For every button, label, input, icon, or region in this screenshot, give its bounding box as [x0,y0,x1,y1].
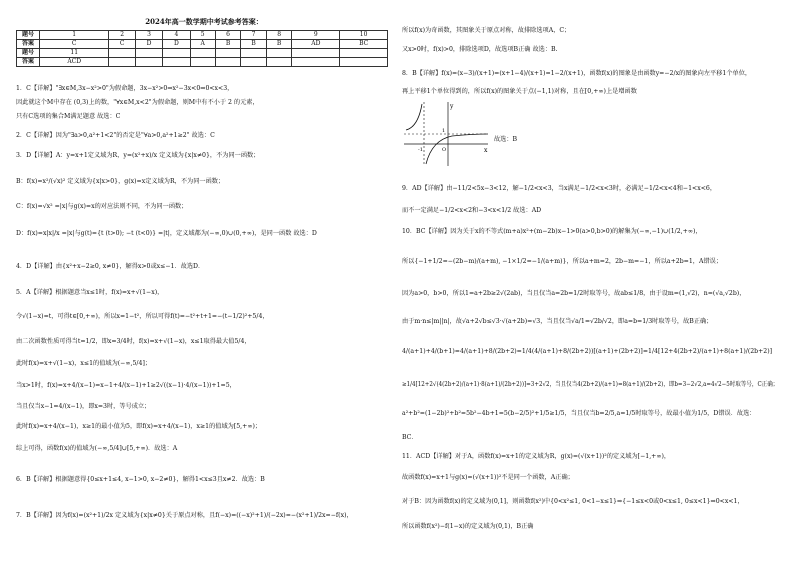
text-line: 2．C【详解】因为"∃a>0,a²+1<2"的否定是"∀a>0,a²+1≥2" 故选：C [16,132,215,139]
text-line: 11．ACD【详解】对于A，函数f(x)=x+1的定义域为R，g(x)=(√(x+1))²的定义域为[−1,+∞)， [402,453,671,460]
answer-table [16,30,388,67]
text-line: 而不一定满足−1/2<x<2和−3<x<1/2 故选：AD [402,207,542,214]
text-line: D：f(x)=x|x|/x =|x|与g(t)={t (t>0); −t (t<0)} =|t|，定义域都为(−∞,0)∪(0,+∞)，是同一函数 故选：D [16,230,317,237]
page-title: 2024年高一数学期中考试参考答案： [145,17,263,26]
text-line: 此时f(x)=x+√(1−x)，x≤1的值域为(−∞,5/4]； [16,360,152,367]
text-line: 7．B【详解】因为f(x)=(x²+1)/2x 定义域为{x|x≠0}关于原点对称，且f(−x)=((−x)²+1)/(−2x)=−(x²+1)/2x=−f(x)， [16,512,353,519]
table-row: 答案 ACD [17,57,388,66]
text-line: 9．AD【详解】由−11/2<5x−3<12，解−1/2<x<3，当x满足−1/2<x<3时，必满足−1/2<x<4和−1<x<6， [402,185,717,192]
text-line: 因此就这个M中存在 (0,3)上的数，"∀x∈M,x<2"为假命题，则M中有不小于 2 的元素， [16,99,259,106]
text-line: 因为a>0，b>0，所以1=a+2b≥2√(2ab)，当且仅当a=2b=1/2时取等号，故ab≤1/8，由于设m=(1,√2)，n=(√a,√2b)， [402,290,746,297]
text-line: 又x>0时，f(x)>0，排除选项D，故选项B正确 故选：B. [402,46,558,53]
text-line: 令√(1−x)=t，可得t∈[0,+∞)，所以x=1−t²，所以可得f(t)=−t²+t+1=−(t−1/2)²+5/4， [16,313,269,320]
text-line: 由二次函数性质可得当t=1/2，即x=3/4时，f(x)=x+√(1−x)，x≤1取得最大值5/4， [16,338,251,345]
graph-label-one: 1 [442,128,446,134]
text-line: 故函数f(x)=x+1与g(x)=(√(x+1))²不是同一个函数，A正确； [402,474,574,481]
text-line: 4/(a+1)+4/(b+1)=4/(a+1)+8/(2b+2)=1/4(4/(a+1)+8/(2b+2))[(a+1)+(2b+2)]=1/4[12+4(2b+2)/(a+1)+8(a+1)/(2b+2)] [402,348,773,355]
table-row: 题号 1 2 3 4 5 6 7 8 9 10 [17,30,388,39]
text-line: 5．A【详解】根据题意当x≤1时，f(x)=x+√(1−x)， [16,289,164,296]
text-line: 6．B【详解】根据题意得{0≤x+1≤4, x−1>0, x−2≠0}，解得1<x≤3且x≠2．故选：B [16,476,265,483]
text-line: 所以{−1+1/2=−(2b−m)/(a+m), −1×1/2=−1/(a+m)}，所以a+m=2，2b−m=−1，所以a+2b=1，A错误； [402,258,723,265]
text-line: 再上平移1个单位得到的，所以f(x)的图象关于点(−1,1)对称，且在[0,+∞)上是增函数 [402,88,637,95]
text-line: 8．B【详解】f(x)=(x−3)/(x+1)=(x+1−4)/(x+1)=1−2/(x+1)，函数f(x)的图象是由函数y=−2/x的图象向左平移1个单位， [402,70,752,77]
function-graph [402,100,492,168]
text-line: 对于B：因为函数f(x)的定义域为(0,1]，则函数f(x²)中{0<x²≤1, 0<1−x≤1}⇒{−1≤x<0或0<x≤1, 0≤x<1}⇒0<x<1， [402,498,744,505]
text-line: 故选：B [494,136,518,143]
left-column [16,0,392,519]
text-line: 所以函数f(x²)−f(1−x)的定义域为(0,1)，B正确 [402,523,534,530]
graph-label-neg1: -1 [418,147,423,153]
text-line: 此时f(x)=x+4/(x−1)，x≥1的最小值为5，即f(x)=x+4/(x−1)，x≥1的值域为[5,+∞)； [16,423,262,430]
text-line: 由于m·n≤|m||n|，故√a+2√b≤√3·√(a+2b)=√3，当且仅当√a/1=√2b/√2，即a=b=1/3时取等号，故B正确； [402,318,713,325]
text-line: 当且仅当x−1=4/(x−1)，即x=3时，等号成立； [16,403,151,410]
text-line: ≥1/4[12+2√(4(2b+2)/(a+1)·8(a+1)/(2b+2))]=3+2√2，当且仅当4(2b+2)/(a+1)=8(a+1)/(2b+2)，即b=3−2√2,a=4√2−5时取等号，C正确； [402,381,779,388]
text-line: 1．C【详解】"∃x∈M,3x−x²>0"为假命题，3x−x²>0⇒x²−3x<0⇒0<x<3， [16,85,234,92]
text-line: a²+b²=(1−2b)²+b²=5b²−4b+1=5(b−2/5)²+1/5≥1/5，当且仅当b=2/5,a=1/5时取等号，故最小值为1/5，D错误．故选： [402,410,756,417]
text-line: 只有C选项的集合M满足题意 故选：C [16,113,121,120]
text-line: 4．D【详解】由{x²+x−2≥0, x≠0}，解得x>0或x≤−1．故选D． [16,263,205,270]
text-line: C：f(x)=√x² =|x|与g(x)=x的对应法则不同，不为同一函数； [16,203,188,210]
text-line: 10．BC【详解】因为关于x的不等式(m+a)x²+(m−2b)x−1>0(a>0,b>0)的解集为(−∞,−1)∪(1/2,+∞)， [402,228,702,235]
graph-label-origin: O [442,147,447,153]
text-line: 所以f(x)为奇函数，其图象关于原点对称，故排除选项A，C； [402,27,571,34]
text-line: B：f(x)=x²/(√x)² 定义域为{x|x>0}，g(x)=x定义域为R，不为同一函数； [16,178,225,185]
text-line: 当x>1时，f(x)=x+4/(x−1)=x−1+4/(x−1)+1≥2√((x−1)·4/(x−1))+1=5， [16,382,236,389]
curve-right-branch [426,134,488,164]
text-line: 3．D【详解】A：y=x+1定义域为R，y=(x²+x)/x 定义域为{x|x≠0}，不为同一函数； [16,152,260,159]
graph-label-x: x [484,147,488,154]
graph-label-y: y [450,103,454,110]
text-line: BC． [402,434,418,441]
table-row: 答案 C C D D A B B B AD BC [17,39,388,48]
curve-left-branch [406,104,422,130]
text-line: 综上可得，函数f(x)的值域为(−∞,5/4]∪[5,+∞)．故选：A [16,445,178,452]
table-row: 题号 11 [17,48,388,57]
